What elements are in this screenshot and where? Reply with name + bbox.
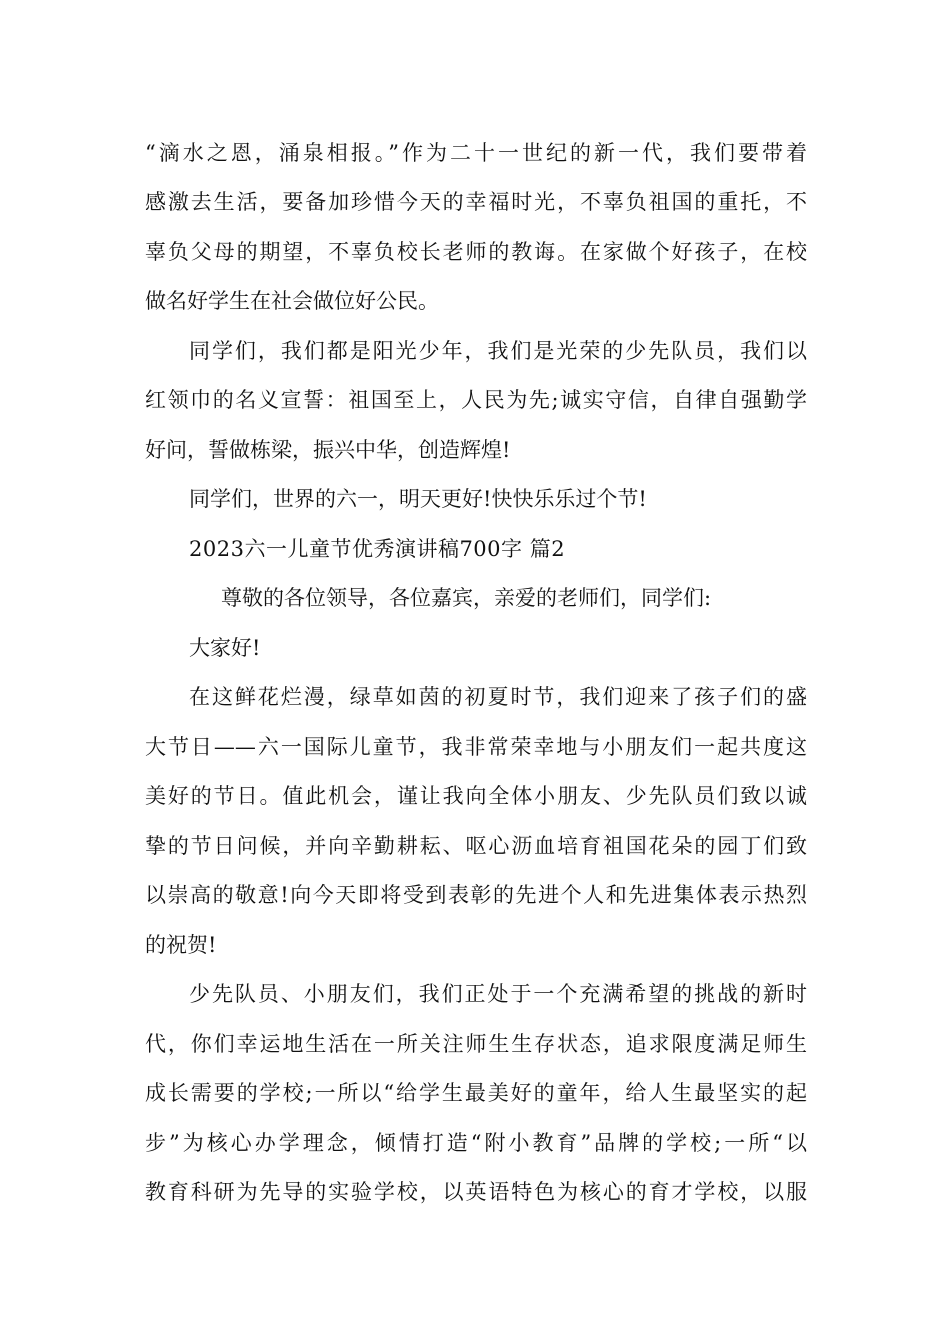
- text-line: 代，你们幸运地生活在一所关注师生生存状态，追求限度满足师生: [145, 1032, 807, 1056]
- text-line: 挚的节日问候，并向辛勤耕耘、呕心沥血培育祖国花朵的园丁们致: [145, 834, 807, 858]
- text-line: 感激去生活，要备加珍惜今天的幸福时光，不辜负祖国的重托，不: [145, 190, 807, 214]
- text-line: 大节日——六一国际儿童节，我非常荣幸地与小朋友们一起共度这: [145, 735, 807, 759]
- text-line: 成长需要的学校;一所以“给学生最美好的童年，给人生最坚实的起: [145, 1081, 807, 1105]
- text-line: 好问，誓做栋梁，振兴中华，创造辉煌!: [145, 438, 511, 462]
- text-line: 同学们，我们都是阳光少年，我们是光荣的少先队员，我们以: [189, 339, 807, 363]
- greeting-line: 大家好!: [189, 636, 261, 660]
- text-line: “滴水之恩，涌泉相报。”作为二十一世纪的新一代，我们要带着: [145, 141, 807, 165]
- text-line: 同学们，世界的六一，明天更好!快快乐乐过个节!: [189, 487, 647, 511]
- text-line: 美好的节日。值此机会，谨让我向全体小朋友、少先队员们致以诚: [145, 784, 807, 808]
- text-line: 步”为核心办学理念，倾情打造“附小教育”品牌的学校;一所“以: [145, 1131, 807, 1155]
- text-line: 的祝贺!: [145, 933, 217, 957]
- text-line: 以崇高的敬意!向今天即将受到表彰的先进个人和先进集体表示热烈: [145, 883, 807, 907]
- text-line: 教育科研为先导的实验学校，以英语特色为核心的育才学校，以服: [145, 1180, 807, 1204]
- text-line: 辜负父母的期望，不辜负校长老师的教诲。在家做个好孩子，在校: [145, 240, 807, 264]
- text-line: 在这鲜花烂漫，绿草如茵的初夏时节，我们迎来了孩子们的盛: [189, 685, 807, 709]
- text-line: 红领巾的名义宣誓：祖国至上，人民为先;诚实守信，自律自强勤学: [145, 388, 807, 412]
- section-heading: 2023六一儿童节优秀演讲稿700字 篇2: [189, 537, 566, 561]
- text-line: 做名好学生在社会做位好公民。: [145, 289, 439, 313]
- text-line: 少先队员、小朋友们，我们正处于一个充满希望的挑战的新时: [189, 982, 807, 1006]
- salutation-line: 尊敬的各位领导，各位嘉宾，亲爱的老师们，同学们:: [221, 586, 712, 610]
